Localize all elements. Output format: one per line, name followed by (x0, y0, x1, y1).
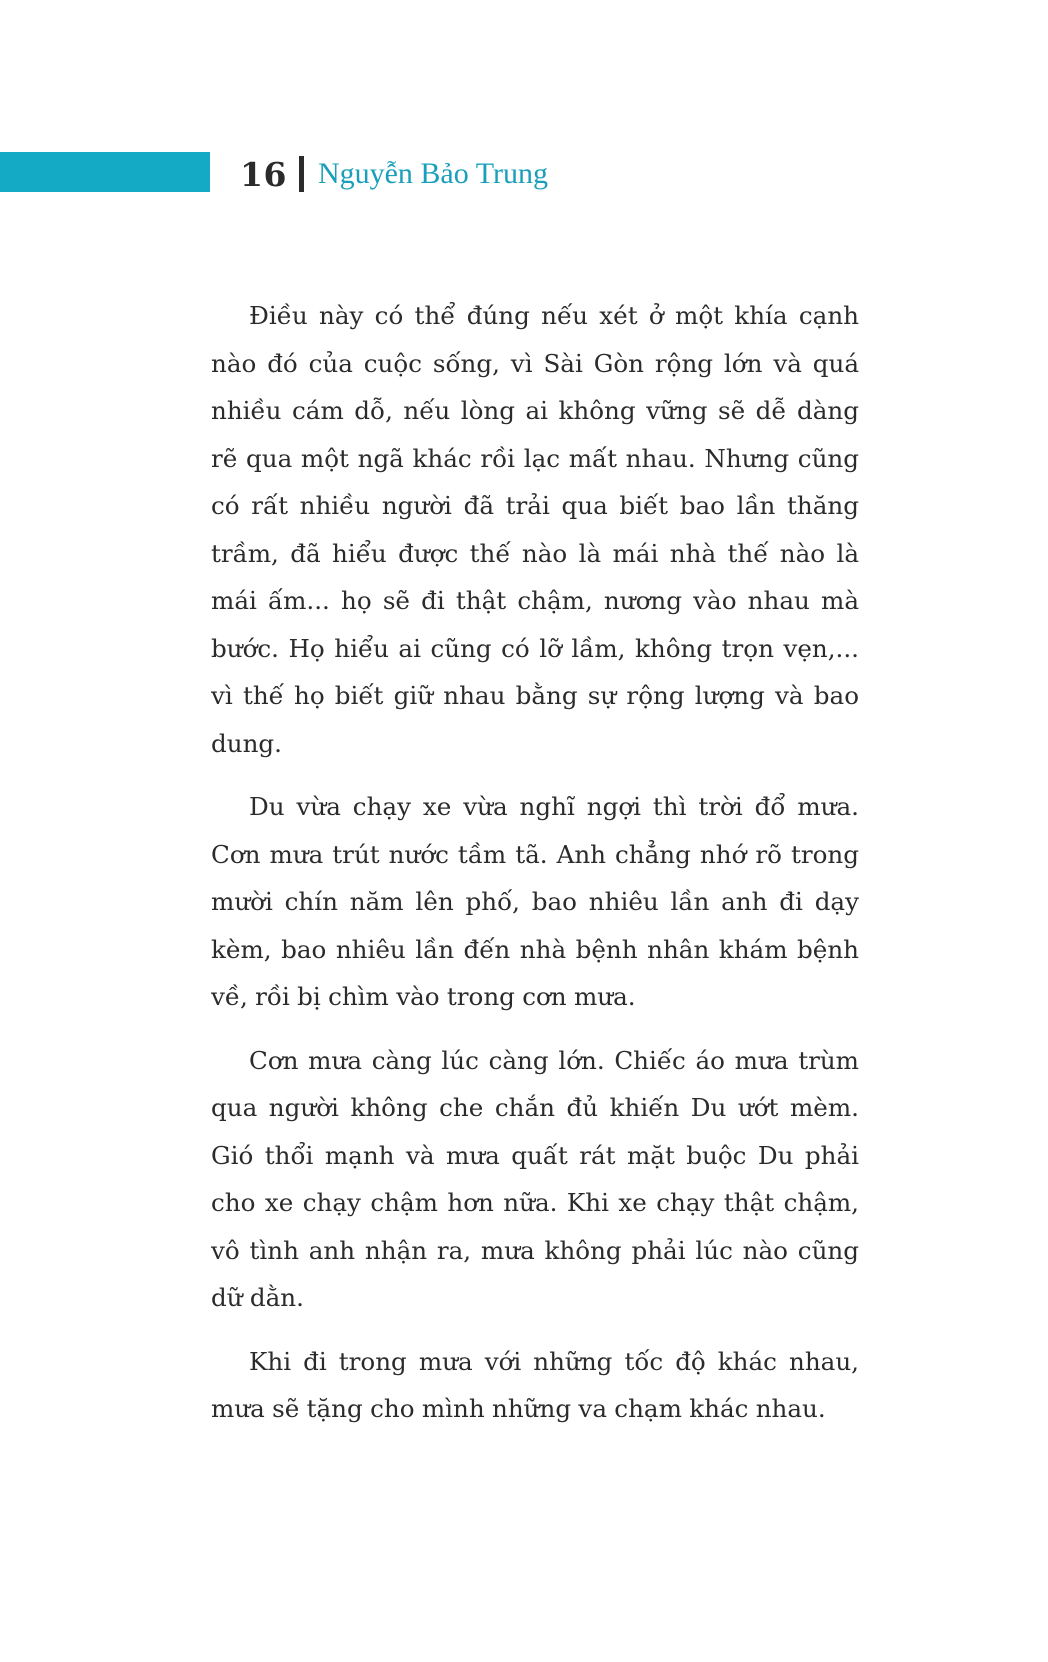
paragraph-2: Du vừa chạy xe vừa nghĩ ngợi thì trời đổ mưa. Cơn mưa trút nước tầm tã. Anh chẳng nhớ rõ trong mười chín năm lên phố, bao nhiêu lần anh đi dạy kèm, bao nhiêu lần đến nhà bệnh nhân khám bệnh về, rồi bị chìm vào trong cơn mưa. (211, 792, 859, 1011)
header-separator (299, 156, 304, 192)
page-number: 16 (240, 154, 287, 194)
page-header (240, 154, 548, 194)
paragraph-3: Cơn mưa càng lúc càng lớn. Chiếc áo mưa trùm qua người không che chắn đủ khiến Du ướt mèm. Gió thổi mạnh và mưa quất rát mặt buộc Du phải cho xe chạy chậm hơn nữa. Khi xe chạy thật chậm, vô tình anh nhận ra, mưa không phải lúc nào cũng dữ dằn. (211, 1045, 859, 1312)
paragraph-1: Điều này có thể đúng nếu xét ở một khía cạnh nào đó của cuộc sống, vì Sài Gòn rộng lớn và quá nhiều cám dỗ, nếu lòng ai không vững sẽ dễ dàng rẽ qua một ngã khác rồi lạc mất nhau. Nhưng cũng có rất nhiều người đã trải qua biết bao lần thăng trầm, đã hiểu được thế nào là mái nhà thế nào là mái ấm... họ sẽ đi thật chậm, nương vào nhau mà bước. Họ hiểu ai cũng có lỡ lầm, không trọn vẹn,... vì thế họ biết giữ nhau bằng sự rộng lượng và bao dung. (211, 301, 859, 758)
author-name: Nguyễn Bảo Trung (317, 157, 548, 190)
paragraph-4: Khi đi trong mưa với những tốc độ khác nhau, mưa sẽ tặng cho mình những va chạm khác nhau. (211, 1346, 859, 1423)
header-accent-bar (0, 152, 210, 192)
body-text (211, 292, 859, 1449)
